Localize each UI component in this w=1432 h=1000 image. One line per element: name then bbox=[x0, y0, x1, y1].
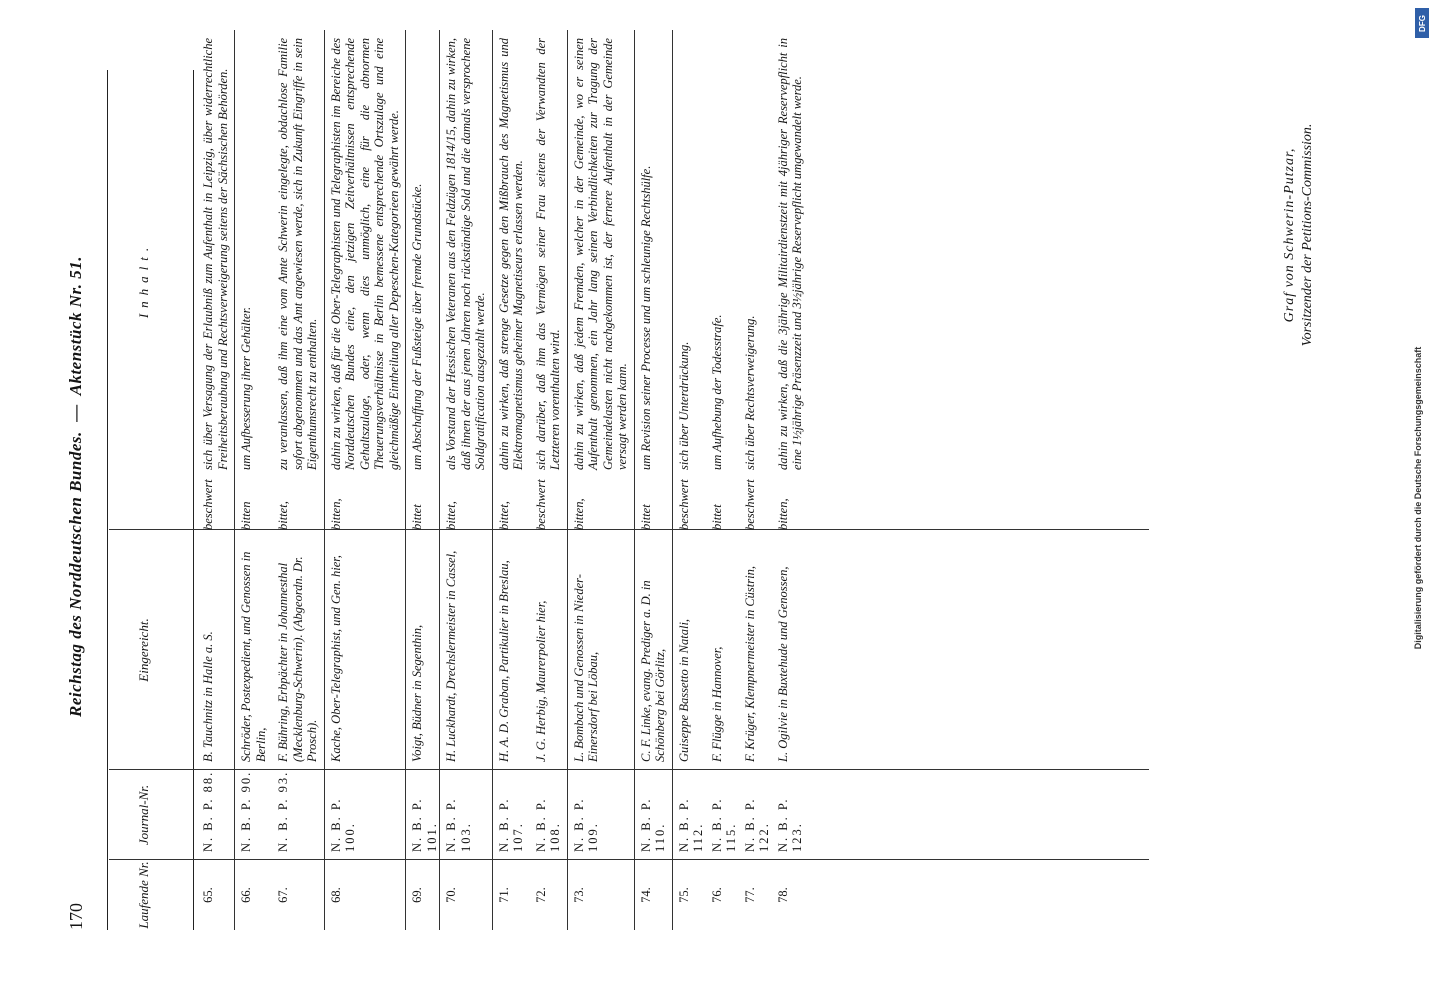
petition-verb: beschwert bbox=[533, 479, 548, 530]
petition-content: dahin zu wirken, daß strenge Gesetze gegen den Mißbrauch des Magnetismus und Elektromagnetismus geheimer Magnetiseurs erlassen werden. bbox=[496, 38, 525, 470]
journal-number: N. B. P. 122. bbox=[742, 797, 771, 852]
stamp-text: Digitalisierung gefördert durch die Deutsche Forschungsgemeinschaft bbox=[1413, 346, 1423, 650]
dfg-logo-icon bbox=[1415, 8, 1429, 38]
row-number: 76. bbox=[709, 887, 724, 903]
petition-content: um Abschaffung der Fußsteige über fremde Grundstücke. bbox=[410, 183, 424, 470]
table-row bbox=[492, 30, 530, 930]
row-number: 66. bbox=[239, 887, 253, 903]
signature-title: Vorsitzender der Petitions-Commission. bbox=[1300, 123, 1315, 347]
table-row bbox=[324, 30, 406, 930]
petition-verb: bittet, bbox=[276, 501, 290, 530]
petition-verb: bittet bbox=[638, 504, 653, 530]
journal-number: N. B. P. 107. bbox=[496, 797, 525, 852]
dfg-funding-stamp bbox=[1410, 8, 1426, 988]
petition-verb: bittet, bbox=[444, 501, 458, 530]
table-row bbox=[567, 30, 634, 930]
column-header-eingereicht: Eingereicht. bbox=[136, 618, 151, 682]
header-left: Reichstag des Norddeutschen Bundes. bbox=[66, 431, 85, 717]
column-header-journal: Journal-Nr. bbox=[136, 784, 151, 846]
journal-number: N. B. P. 109. bbox=[571, 797, 600, 852]
petition-verb: beschwert bbox=[201, 479, 215, 530]
page-number: 170 bbox=[65, 903, 86, 930]
petitioner: F. Krüger, Klempnermeister in Cüstrin, bbox=[742, 566, 757, 762]
row-number: 75. bbox=[676, 887, 691, 903]
table-row bbox=[272, 30, 324, 930]
row-number: 72. bbox=[533, 887, 548, 903]
table-row bbox=[772, 30, 809, 930]
petitioner: B. Tauchnitz in Halle a. S. bbox=[201, 631, 215, 762]
petitioner: H. A. D. Graban, Partikulier in Breslau, bbox=[496, 560, 511, 762]
header-rule bbox=[193, 70, 194, 930]
column-headers bbox=[109, 30, 179, 930]
petitioner: C. F. Linke, evang. Prediger a. D. in Schönberg bei Görlitz, bbox=[638, 580, 667, 762]
petition-content: als Vorstand der Hessischen Veteranen aus den Feldzügen 1814/15, dahin zu wirken, daß ihnen der aus jenen Jahren noch rückständige Sold und die damals versprochene Soldgratification ausgezahlt werde. bbox=[444, 38, 487, 470]
petitioner: Voigt, Büdner in Segenthin, bbox=[410, 624, 424, 762]
row-number: 78. bbox=[775, 887, 790, 903]
table-row bbox=[197, 30, 234, 930]
journal-number: N. B. P. 101. bbox=[410, 797, 439, 852]
journal-number: N. B. P. 103. bbox=[444, 797, 473, 852]
row-number: 65. bbox=[201, 887, 215, 903]
petition-verb: bitten bbox=[239, 501, 253, 530]
row-number: 77. bbox=[742, 887, 757, 903]
journal-number: N. B. P. 123. bbox=[775, 797, 804, 852]
petitioner: Schröder, Postexpedient, und Genossen in Berlin, bbox=[239, 551, 268, 762]
petitioner: Guiseppe Bassetto in Natali, bbox=[676, 618, 691, 762]
petition-verb: bittet bbox=[709, 504, 724, 530]
petition-content: zu veranlassen, daß ihm eine vom Amte Schwerin eingelegte, obdachlose Familie sofort abgenommen und das Amt angewiesen werde, sich in Zukunft Eingriffe in sein Eigenthumsrecht zu enthalten. bbox=[276, 38, 319, 470]
signature-name: Graf von Schwerin-Putzar, bbox=[1282, 147, 1297, 323]
table-row bbox=[634, 30, 672, 930]
header-dash: — bbox=[66, 404, 85, 422]
petition-verb: bittet, bbox=[496, 501, 511, 530]
petition-verb: beschwert bbox=[676, 479, 691, 530]
petition-verb: bitten, bbox=[775, 498, 790, 530]
petitioner: L. Ogilvie in Buxtehude und Genossen, bbox=[775, 566, 790, 762]
row-number: 69. bbox=[410, 887, 424, 903]
table-row bbox=[439, 30, 492, 930]
table-row bbox=[706, 30, 739, 930]
header-title bbox=[66, 256, 86, 717]
signature-block bbox=[1281, 35, 1317, 435]
petition-content: sich über Rechtsverweigerung. bbox=[742, 315, 757, 470]
column-header-inhalt: Inhalt. bbox=[136, 241, 151, 319]
petition-content: um Aufbesserung ihrer Gehälter. bbox=[239, 306, 253, 470]
petition-content: sich über Unterdrückung. bbox=[676, 341, 691, 470]
petition-verb: bitten, bbox=[328, 498, 343, 530]
petitioner: F. Bühring, Erbpächter in Johannesthal (Mecklenburg-Schwerin). (Abgeordn. Dr. Prosch). bbox=[276, 556, 319, 762]
table-row bbox=[530, 30, 567, 930]
petition-content: dahin zu wirken, daß für die Ober-Telegraphisten und Telegraphisten im Bereiche des Norddeutschen Bundes eine, den jetzigen Zeitverhältnissen entsprechende Gehaltszulage, oder, wenn dies unmöglich, eine für die abnormen Theuerungsverhältnisse in Berlin bemessene entsprechende Ortszulage und eine gleichmäßige Eintheilung aller Depeschen-Kategorieen gewährt werde. bbox=[328, 38, 401, 470]
row-number: 67. bbox=[276, 887, 290, 903]
document-page bbox=[51, 20, 1381, 980]
petition-content: dahin zu wirken, daß die 3jährige Militairdienstzeit mit 4jähriger Reservepflicht in eine 1½jährige Präsenzzeit und 3½jährige Reservepflicht umgewandelt werde. bbox=[775, 38, 804, 470]
petitioner: Kache, Ober-Telegraphist, und Gen. hier, bbox=[328, 555, 343, 762]
table-row bbox=[739, 30, 772, 930]
journal-number: N. B. P. 100. bbox=[328, 797, 357, 852]
table-row bbox=[672, 30, 706, 930]
petition-verb: bittet bbox=[410, 504, 424, 530]
table-row bbox=[405, 30, 439, 930]
journal-number: N. B. P. 108. bbox=[533, 797, 562, 852]
petitioner: H. Luckhardt, Drechslermeister in Cassel, bbox=[444, 550, 458, 762]
petition-table bbox=[197, 30, 809, 930]
petitioner: F. Flügge in Hannover, bbox=[709, 646, 724, 762]
journal-number: N. B. P. 90. bbox=[239, 770, 253, 852]
journal-number: N. B. P. 88. bbox=[201, 770, 215, 852]
header-right: Aktenstück Nr. 51. bbox=[66, 256, 85, 396]
journal-number: N. B. P. 112. bbox=[676, 797, 705, 852]
petition-verb: bitten, bbox=[571, 498, 586, 530]
row-number: 71. bbox=[496, 887, 511, 903]
top-rule bbox=[107, 70, 108, 930]
journal-number: N. B. P. 110. bbox=[638, 797, 667, 852]
running-header bbox=[56, 30, 96, 930]
petition-verb: beschwert bbox=[742, 479, 757, 530]
stamp-logo-text: DFG bbox=[1417, 14, 1427, 32]
row-number: 68. bbox=[328, 887, 343, 903]
column-header-lfd: Laufende Nr. bbox=[136, 861, 151, 929]
petitioner: L. Bombach und Genossen in Nieder-Einersdorf bei Löbau, bbox=[571, 574, 600, 762]
petition-content: sich über Versagung der Erlaubniß zum Aufenthalt in Leipzig, über widerrechtliche Freiheitsberaubung und Rechtsverweigerung seitens der Sächsischen Behörden. bbox=[201, 38, 230, 470]
journal-number: N. B. P. 115. bbox=[709, 797, 738, 852]
petitioner: J. G. Herbig, Maurerpolier hier, bbox=[533, 600, 548, 762]
petition-content: dahin zu wirken, daß jedem Fremden, welcher in der Gemeinde, wo er seinen Aufenthalt genommen, ein Jahr lang seinen Verbindlichkeiten zur Tragung der Gemeindelasten nicht nachgekommen ist, der fernere Aufenthalt in der Gemeinde versagt werden kann. bbox=[571, 38, 629, 470]
row-number: 74. bbox=[638, 887, 653, 903]
petition-content: um Revision seiner Processe und um schleunige Rechtshülfe. bbox=[638, 165, 653, 470]
table-row bbox=[234, 30, 272, 930]
row-number: 70. bbox=[444, 887, 458, 903]
journal-number: N. B. P. 93. bbox=[276, 770, 290, 852]
row-number: 73. bbox=[571, 887, 586, 903]
petition-content: sich darüber, daß ihm das Vermögen seiner Frau seitens der Verwandten der Letzteren vorenthalten wird. bbox=[533, 38, 562, 470]
petition-content: um Aufhebung der Todesstrafe. bbox=[709, 314, 724, 470]
